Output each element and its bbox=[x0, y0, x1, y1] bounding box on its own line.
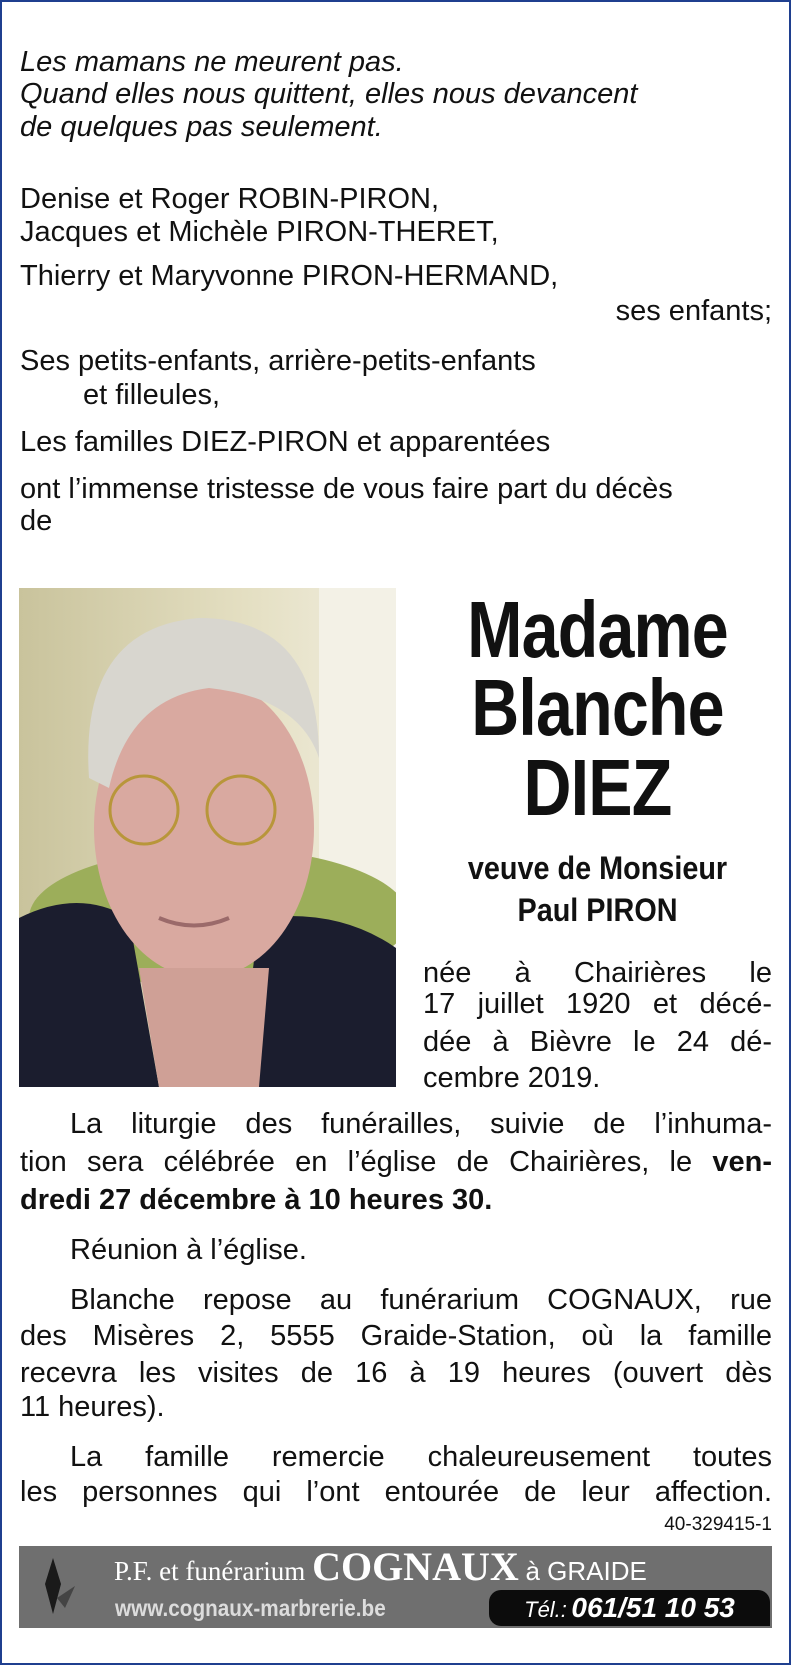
thanks-line: les personnes qui l’ont entourée de leur affection. bbox=[20, 1476, 772, 1508]
meeting: Réunion à l’église. bbox=[70, 1234, 307, 1266]
website-link[interactable]: www.cognaux-marbrerie.be bbox=[115, 1595, 386, 1621]
families: Les familles DIEZ-PIRON et apparentées bbox=[20, 426, 551, 458]
liturgy-line: La liturgie des funérailles, suivie de l’inhuma- bbox=[70, 1108, 772, 1140]
liturgy-text: tion sera célébrée en l’église de Chairières, le bbox=[20, 1146, 713, 1178]
rest-line: 11 heures). bbox=[20, 1391, 165, 1423]
liturgy-line bbox=[20, 1145, 772, 1179]
announcement-de: de bbox=[20, 505, 53, 537]
funeral-home-banner bbox=[19, 1546, 772, 1628]
banner-prefix: P.F. et funérarium bbox=[114, 1556, 306, 1586]
announcement: ont l’immense tristesse de vous faire part du décès bbox=[20, 473, 673, 505]
liturgy-date-a: ven- bbox=[712, 1146, 772, 1178]
poem-line: de quelques pas seulement. bbox=[20, 111, 383, 143]
children-label: ses enfants; bbox=[615, 295, 772, 327]
widow-line: veuve de Monsieur bbox=[467, 850, 728, 886]
tel-label: Tél.: bbox=[524, 1597, 567, 1622]
poem-line: Les mamans ne meurent pas. bbox=[20, 46, 404, 78]
phone-box bbox=[489, 1590, 770, 1626]
poem-line: Quand elles nous quittent, elles nous devancent bbox=[20, 78, 638, 110]
deceased-last-name: DIEZ bbox=[523, 743, 672, 832]
rest-line: des Misères 2, 5555 Graide-Station, où la famille bbox=[20, 1320, 772, 1352]
birth-line: cembre 2019. bbox=[423, 1062, 601, 1094]
family-line: Denise et Roger ROBIN-PIRON, bbox=[20, 183, 440, 215]
banner-title bbox=[114, 1546, 647, 1588]
deceased-title: Madame bbox=[467, 585, 728, 674]
family-line: Jacques et Michèle PIRON-THERET, bbox=[20, 216, 499, 248]
birth-line: née à Chairières le bbox=[423, 957, 772, 989]
family-line: Thierry et Maryvonne PIRON-HERMAND, bbox=[20, 260, 559, 292]
goddaughters: et filleules, bbox=[83, 379, 221, 411]
banner-brand: COGNAUX bbox=[312, 1544, 519, 1589]
reference-number: 40-329415-1 bbox=[664, 1514, 772, 1535]
liturgy-date: dredi 27 décembre à 10 heures 30. bbox=[20, 1184, 493, 1216]
birth-line: 17 juillet 1920 et décé- bbox=[423, 988, 772, 1020]
rest-line: recevra les visites de 16 à 19 heures (ouvert dès bbox=[20, 1357, 772, 1389]
rest-line: Blanche repose au funérarium COGNAUX, rue bbox=[70, 1284, 772, 1316]
husband-name: Paul PIRON bbox=[517, 892, 678, 928]
birth-line: dée à Bièvre le 24 dé- bbox=[423, 1026, 772, 1058]
grandchildren: Ses petits-enfants, arrière-petits-enfants bbox=[20, 345, 536, 377]
tel-number[interactable]: 061/51 10 53 bbox=[571, 1592, 735, 1623]
deceased-first-name: Blanche bbox=[471, 663, 724, 752]
thanks-line: La famille remercie chaleureusement toutes bbox=[70, 1441, 772, 1473]
quill-logo-icon bbox=[37, 1558, 77, 1616]
portrait-photo bbox=[19, 588, 396, 1087]
banner-location: à GRAIDE bbox=[525, 1556, 647, 1586]
